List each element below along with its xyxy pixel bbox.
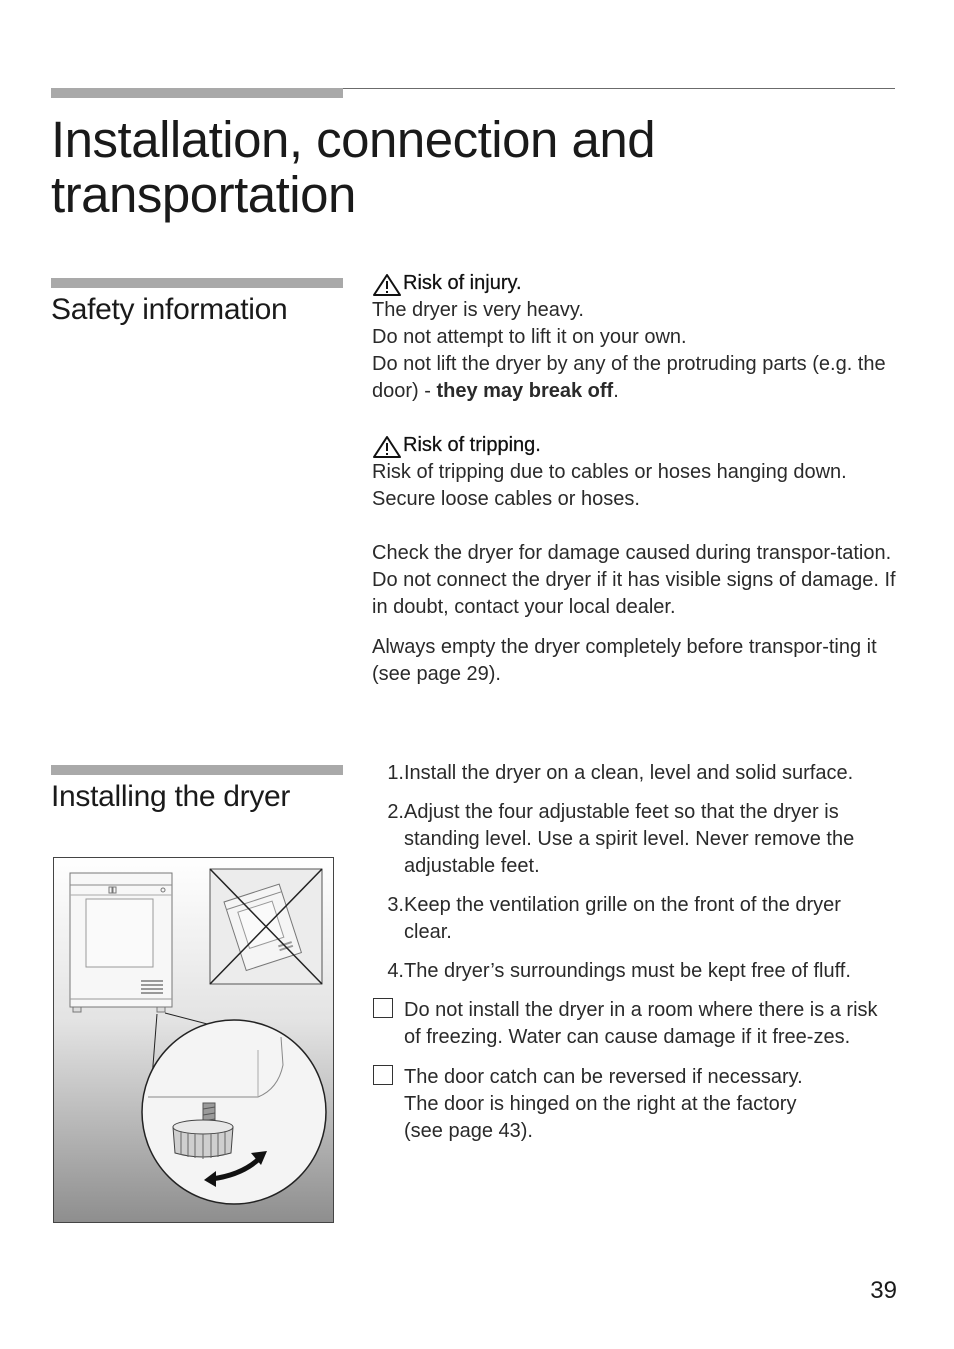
break-off-emphasis: they may break off (436, 380, 614, 402)
note-item (372, 997, 902, 1051)
installation-illustration (53, 857, 334, 1223)
safety-content (372, 270, 907, 688)
page-title: Installation, connection and transportation (51, 111, 656, 223)
list-item (372, 760, 902, 787)
step-text: The dryer’s surroundings must be kept free of fluff. (404, 960, 851, 982)
step-number: 3. (387, 894, 404, 916)
step-number: 1. (387, 762, 404, 784)
injury-line-lift-alone: Do not attempt to lift it on your own. (372, 326, 687, 348)
step-text: Adjust the four adjustable feet so that the dryer is standing level. Use a spirit level. Never remove the adjustable feet. (404, 801, 855, 877)
note-line: The door is hinged on the right at the factory (404, 1093, 797, 1115)
note-line: (see page 43). (404, 1120, 533, 1142)
page-number: 39 (870, 1277, 897, 1304)
protruding-end: . (613, 380, 619, 402)
list-item (372, 799, 902, 880)
injury-warning-heading (372, 270, 907, 297)
step-number: 2. (387, 801, 404, 823)
note-square-icon (373, 998, 393, 1018)
installing-heading: Installing the dryer (51, 780, 291, 813)
note-square-icon (373, 1065, 393, 1085)
warning-triangle-icon (372, 273, 402, 297)
damage-check-paragraph: Check the dryer for damage caused during transpor-tation. Do not connect the dryer if it has visible signs of damage. If in doubt, contact your local dealer. (372, 542, 896, 618)
protruding-text: Do not lift the dryer by any of the protruding parts (e.g. the door) - (372, 353, 886, 402)
tripping-line-secure: Secure loose cables or hoses. (372, 488, 640, 510)
adjustable-foot-detail (142, 1020, 326, 1204)
header-rule-thin (343, 88, 895, 89)
note-text (404, 1064, 902, 1145)
header-rule-thick (51, 88, 343, 98)
step-number: 4. (387, 960, 404, 982)
injury-line-heavy: The dryer is very heavy. (372, 299, 584, 321)
tripping-line-cables: Risk of tripping due to cables or hoses hanging down. (372, 461, 847, 483)
installing-section-rule (51, 765, 343, 775)
installing-content (372, 760, 902, 1158)
note-item (372, 1064, 902, 1145)
step-text: Keep the ventilation grille on the front of the dryer clear. (404, 894, 841, 943)
dryer-front-drawing (70, 873, 172, 1012)
empty-before-paragraph: Always empty the dryer completely before transpor-ting it (see page 29). (372, 636, 877, 685)
crossed-out-dryer-drawing (210, 869, 322, 984)
injury-line-protruding (372, 351, 907, 405)
injury-warning-label: Risk of injury. (403, 272, 522, 294)
safety-section-rule (51, 278, 343, 288)
note-line: The door catch can be reversed if necessary. (404, 1066, 803, 1088)
list-item (372, 892, 902, 946)
warning-triangle-icon (372, 435, 402, 459)
dryer-feet-illustration (53, 857, 334, 1223)
tripping-warning-heading (372, 432, 907, 459)
note-text: Do not install the dryer in a room where there is a risk of freezing. Water can cause damage if it free-zes. (404, 999, 878, 1048)
list-item (372, 958, 902, 985)
safety-heading: Safety information (51, 293, 288, 326)
step-text: Install the dryer on a clean, level and solid surface. (404, 762, 854, 784)
tripping-warning-label: Risk of tripping. (403, 434, 541, 456)
